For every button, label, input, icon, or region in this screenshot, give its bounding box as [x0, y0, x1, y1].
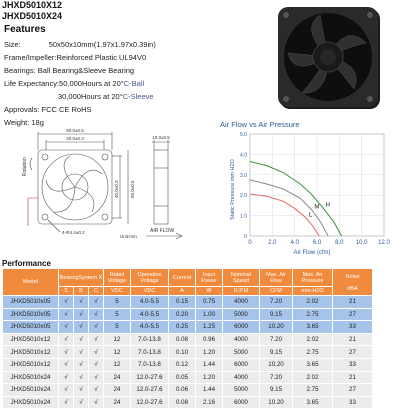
cell-op: 4.0-5.5: [131, 308, 169, 321]
table-row: [3, 308, 373, 321]
cell-model: JHXD5010x05: [3, 296, 59, 309]
cell-current: 0.20: [169, 308, 196, 321]
cell-model: JHXD5010x24: [3, 384, 59, 397]
fan-photo: [276, 3, 386, 113]
x-tick-label: 2.0: [268, 240, 277, 246]
cell-current: 0.08: [169, 396, 196, 409]
cell-s: √: [59, 346, 74, 359]
cell-c: √: [89, 371, 104, 384]
cell-b: √: [74, 308, 89, 321]
degree-symbol: °: [119, 92, 123, 101]
cell-power: 1.20: [196, 371, 223, 384]
spec-life-label: Life Expectancy:: [4, 79, 60, 88]
cell-flow: 9.15: [260, 384, 293, 397]
chart-y-label: Static Pressure mm H2O: [230, 159, 236, 220]
cell-noise: 21: [333, 296, 373, 309]
cell-c: √: [89, 384, 104, 397]
airflow-pressure-chart: [212, 118, 400, 258]
x-tick-label: 0: [248, 240, 252, 246]
cell-model: JHXD5010x12: [3, 358, 59, 371]
cell-c: √: [89, 308, 104, 321]
spec-life-ball-type: C-Ball: [123, 79, 145, 88]
cell-power: 2.16: [196, 396, 223, 409]
cell-power: 1.25: [196, 321, 223, 334]
cell-flow: 10.20: [260, 321, 293, 334]
cell-speed: 4000: [223, 371, 260, 384]
series-line-H: [250, 162, 342, 236]
cell-op: 12.0-27.6: [131, 371, 169, 384]
features-list: [4, 38, 244, 129]
cell-noise: 33: [333, 358, 373, 371]
col-noise-label: Noise: [345, 274, 360, 280]
performance-table-wrap: [2, 268, 372, 409]
cell-model: JHXD5010x24: [3, 371, 59, 384]
spec-size: [4, 38, 244, 51]
model-name: JHXD5010X24: [2, 11, 63, 21]
cell-speed: 6000: [223, 396, 260, 409]
cell-s: √: [59, 384, 74, 397]
cell-pressure: 2.75: [293, 308, 333, 321]
series-annotation: M: [314, 204, 320, 211]
cell-rated: 5: [104, 296, 131, 309]
col-air-pressure: Max. Air Pressure: [293, 269, 333, 287]
cell-s: √: [59, 333, 74, 346]
table-row: [3, 384, 373, 397]
cell-op: 7.0-13.8: [131, 346, 169, 359]
cell-current: 0.15: [169, 296, 196, 309]
cell-pressure: 2.02: [293, 333, 333, 346]
x-tick-label: 12.0: [378, 240, 390, 246]
cell-rated: 24: [104, 371, 131, 384]
model-name: JHXD5010X12: [2, 0, 63, 10]
spec-life-sleeve-type: C-Sleeve: [122, 92, 154, 101]
cell-op: 4.0-5.5: [131, 296, 169, 309]
cell-power: 0.75: [196, 296, 223, 309]
series-annotation: H: [325, 202, 330, 209]
table-row: [3, 296, 373, 309]
cell-c: √: [89, 358, 104, 371]
sub-vdc: VDC: [104, 287, 131, 296]
cell-rated: 12: [104, 346, 131, 359]
col-current: Current: [169, 269, 196, 287]
cell-noise: 27: [333, 346, 373, 359]
cell-current: 0.25: [169, 321, 196, 334]
cell-speed: 5000: [223, 308, 260, 321]
spec-approvals: Approvals: FCC CE RoHS: [4, 105, 92, 114]
cell-s: √: [59, 321, 74, 334]
cell-pressure: 3.65: [293, 321, 333, 334]
cell-speed: 4000: [223, 333, 260, 346]
sub-b: B: [74, 287, 89, 296]
col-air-flow: Max. Air Flow: [260, 269, 293, 287]
degree-symbol: °: [120, 79, 124, 88]
cell-model: JHXD5010x05: [3, 321, 59, 334]
table-row: [3, 396, 373, 409]
dim-right-outer: 50.0±0.5: [130, 180, 135, 198]
dim-right-inner: 40.0±0.3: [114, 180, 119, 198]
cell-c: √: [89, 321, 104, 334]
sub-rpm: R.P.M: [223, 287, 260, 296]
y-tick-label: 0: [244, 234, 247, 240]
cell-model: JHXD5010x12: [3, 333, 59, 346]
cell-s: √: [59, 308, 74, 321]
col-model: Model: [3, 269, 59, 296]
cell-current: 0.06: [169, 384, 196, 397]
cell-model: JHXD5010x24: [3, 396, 59, 409]
cell-op: 7.0-13.8: [131, 358, 169, 371]
cell-speed: 6000: [223, 321, 260, 334]
sub-s: S: [59, 287, 74, 296]
spec-bearings: Bearings: Ball Bearing&Sleeve Bearing: [4, 66, 135, 75]
cell-flow: 7.20: [260, 296, 293, 309]
y-tick-label: 2.0: [240, 193, 247, 200]
cell-b: √: [74, 333, 89, 346]
cell-pressure: 3.65: [293, 358, 333, 371]
cell-current: 0.12: [169, 358, 196, 371]
cell-pressure: 3.65: [293, 396, 333, 409]
cell-current: 0.08: [169, 333, 196, 346]
cell-s: √: [59, 296, 74, 309]
rotation-label: Rotation: [22, 157, 28, 176]
spec-size-label: Size:: [4, 40, 21, 49]
cell-s: √: [59, 396, 74, 409]
x-tick-label: 6.0: [312, 240, 322, 246]
cell-power: 1.44: [196, 358, 223, 371]
chart-x-label: Air Flow (cfm): [293, 250, 331, 256]
cell-b: √: [74, 384, 89, 397]
chart-title: Air Flow vs Air Pressure: [220, 120, 300, 129]
cell-noise: 27: [333, 308, 373, 321]
model-names: [2, 0, 62, 22]
cell-b: √: [74, 371, 89, 384]
cell-pressure: 2.75: [293, 346, 333, 359]
cell-c: √: [89, 346, 104, 359]
hole-spec: 4-Φ4.4±0.2: [62, 230, 85, 235]
cell-model: JHXD5010x12: [3, 346, 59, 359]
x-tick-label: 8.0: [335, 240, 344, 246]
performance-table: [2, 268, 373, 409]
col-speed: Nominal Speed: [223, 269, 260, 287]
performance-rows: [3, 296, 373, 409]
cell-flow: 10.20: [260, 358, 293, 371]
sub-w: W: [196, 287, 223, 296]
sub-cfm: CFM: [260, 287, 293, 296]
series-annotation: L: [308, 212, 313, 219]
cell-power: 1.44: [196, 384, 223, 397]
spec-weight: Weight: 18g: [4, 118, 44, 127]
airflow-label: AIR FLOW: [150, 228, 175, 234]
cell-op: 12.0-27.6: [131, 384, 169, 397]
cell-rated: 12: [104, 358, 131, 371]
y-tick-label: 3.0: [240, 172, 247, 179]
cell-b: √: [74, 358, 89, 371]
cell-noise: 21: [333, 371, 373, 384]
cell-c: √: [89, 333, 104, 346]
cell-op: 7.0-13.8: [131, 333, 169, 346]
cell-noise: 33: [333, 396, 373, 409]
cell-power: 1.00: [196, 308, 223, 321]
table-row: [3, 346, 373, 359]
cell-c: √: [89, 396, 104, 409]
spec-life-sleeve-hours: 30,000Hours at 20: [58, 92, 120, 101]
dim-top-outer: 50.0±0.5: [66, 128, 84, 133]
dim-side: 10.0±0.5: [152, 135, 170, 140]
cell-power: 0.96: [196, 333, 223, 346]
y-tick-label: 4.0: [240, 152, 247, 159]
cell-rated: 5: [104, 321, 131, 334]
cell-current: 0.05: [169, 371, 196, 384]
col-rated-voltage: Rated Voltage: [104, 269, 131, 287]
y-tick-label: 5.0: [240, 132, 247, 138]
cell-rated: 12: [104, 333, 131, 346]
x-tick-label: 10.0: [355, 240, 368, 246]
cell-speed: 6000: [223, 358, 260, 371]
cell-c: √: [89, 296, 104, 309]
chart-series-group: [250, 162, 342, 236]
cell-pressure: 2.02: [293, 296, 333, 309]
cell-b: √: [74, 346, 89, 359]
sub-vdc: VDC: [131, 287, 169, 296]
col-noise: [333, 269, 373, 296]
x-tick-label: 4.0: [290, 240, 299, 246]
spec-life-ball-hours: 50,000Hours at 20: [59, 79, 121, 88]
spec-life-ball: [4, 77, 244, 90]
cell-flow: 7.20: [260, 371, 293, 384]
spec-size-value: 50x50x10mm(1.97x1.97x0.39in): [48, 40, 156, 49]
units-label: Unit:mm: [120, 234, 137, 239]
col-operation-voltage: Operation Voltage: [131, 269, 169, 287]
spec-life-sleeve: [4, 90, 244, 103]
cell-noise: 21: [333, 333, 373, 346]
cell-op: 4.0-5.5: [131, 321, 169, 334]
cell-pressure: 2.02: [293, 371, 333, 384]
spec-frame: Frame/Impeller:Reinforced Plastic UL94V0: [4, 53, 147, 62]
cell-flow: 9.15: [260, 308, 293, 321]
table-row: [3, 358, 373, 371]
sub-mmh2o: mm-H2O: [293, 287, 333, 296]
features-heading: Features: [4, 24, 46, 35]
cell-rated: 24: [104, 396, 131, 409]
cell-noise: 27: [333, 384, 373, 397]
cell-b: √: [74, 321, 89, 334]
cell-speed: 5000: [223, 384, 260, 397]
table-row: [3, 321, 373, 334]
technical-drawing: [18, 128, 214, 252]
col-input-power: Input Power: [196, 269, 223, 287]
cell-flow: 7.20: [260, 333, 293, 346]
cell-speed: 5000: [223, 346, 260, 359]
col-bearing: BearingSystem X: [59, 269, 104, 287]
cell-flow: 9.15: [260, 346, 293, 359]
cell-power: 1.20: [196, 346, 223, 359]
cell-s: √: [59, 371, 74, 384]
cell-b: √: [74, 396, 89, 409]
cell-flow: 10.20: [260, 396, 293, 409]
y-tick-label: 1.0: [240, 213, 247, 220]
cell-op: 12.0-27.6: [131, 396, 169, 409]
dim-top-inner: 40.0±0.3: [66, 136, 84, 141]
performance-heading: Performance: [2, 259, 51, 268]
cell-pressure: 2.75: [293, 384, 333, 397]
sub-c: C: [89, 287, 104, 296]
table-row: [3, 371, 373, 384]
cell-current: 0.10: [169, 346, 196, 359]
chart-ticks: [240, 132, 390, 246]
cell-b: √: [74, 296, 89, 309]
table-row: [3, 333, 373, 346]
sub-a: A: [169, 287, 196, 296]
cell-speed: 4000: [223, 296, 260, 309]
cell-s: √: [59, 358, 74, 371]
cell-rated: 5: [104, 308, 131, 321]
cell-noise: 33: [333, 321, 373, 334]
cell-model: JHXD5010x05: [3, 308, 59, 321]
cell-rated: 24: [104, 384, 131, 397]
col-noise-unit: dBA: [347, 286, 358, 292]
